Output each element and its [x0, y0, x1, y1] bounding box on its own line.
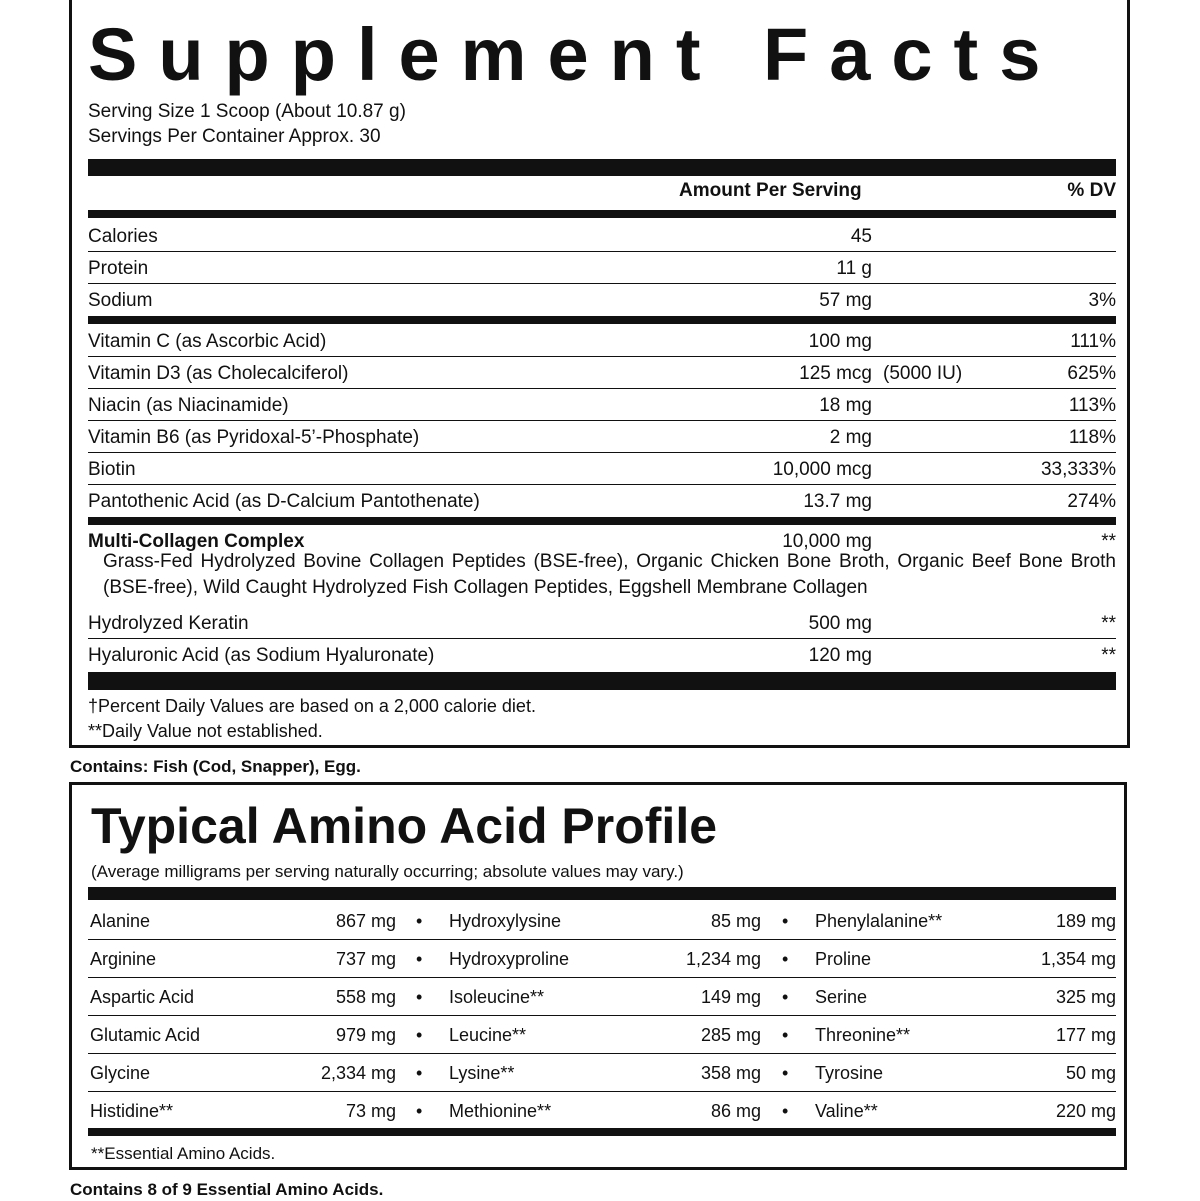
amino-acid-value: 85 mg [710, 911, 761, 931]
facts-row [88, 453, 1116, 485]
facts-row [88, 485, 1116, 517]
bullet-separator: • [782, 987, 789, 1007]
bullet-separator: • [416, 1101, 423, 1121]
amino-acid-value: 177 mg [1055, 1025, 1116, 1045]
nutrient-amount: 120 mg [808, 645, 872, 666]
bullet-separator: • [782, 1063, 789, 1083]
amino-acid-name: Glycine [90, 1063, 151, 1083]
amino-acid-value: 86 mg [710, 1101, 761, 1121]
header-percent-dv: % DV [1067, 180, 1116, 201]
header-divider-bar [88, 159, 1116, 176]
nutrient-amount: 57 mg [819, 290, 872, 311]
amino-acid-name: Isoleucine** [449, 987, 545, 1007]
amino-acid-name: Methionine** [449, 1101, 552, 1121]
amino-acid-name: Tyrosine [815, 1063, 884, 1083]
amino-acid-name: Threonine** [815, 1025, 911, 1045]
nutrient-name: Hyaluronic Acid (as Sodium Hyaluronate) [88, 645, 435, 666]
footnote-daily-values: †Percent Daily Values are based on a 2,000 calorie diet. [88, 696, 536, 716]
amino-acid-name: Arginine [90, 949, 157, 969]
bullet-separator: • [782, 1101, 789, 1121]
nutrient-dv: 113% [1068, 395, 1116, 416]
nutrient-dv: 33,333% [1040, 459, 1116, 480]
header-amount-per-serving: Amount Per Serving [679, 180, 862, 201]
header-bottom-bar [88, 210, 1116, 218]
nutrient-name: Sodium [88, 290, 153, 311]
amino-acid-name: Serine [815, 987, 868, 1007]
section-divider-bar [88, 517, 1116, 525]
facts-row [88, 252, 1116, 284]
nutrient-name: Pantothenic Acid (as D-Calcium Pantothenate) [88, 491, 480, 512]
amino-acid-value: 1,234 mg [685, 949, 761, 969]
nutrient-amount: 11 g [836, 258, 872, 279]
nutrient-amount: 2 mg [829, 427, 872, 448]
nutrient-dv: 118% [1068, 427, 1116, 448]
nutrient-dv: ** [1101, 531, 1116, 552]
amino-acid-value: 867 mg [335, 911, 396, 931]
nutrient-dv: ** [1101, 645, 1116, 666]
amino-acid-value: 325 mg [1055, 987, 1116, 1007]
amino-acid-name: Lysine** [449, 1063, 515, 1083]
nutrient-name: Protein [88, 258, 149, 279]
amino-acid-title: Typical Amino Acid Profile [91, 798, 718, 854]
nutrient-dv: 274% [1067, 491, 1116, 512]
amino-acid-name: Histidine** [90, 1101, 174, 1121]
nutrient-amount: 10,000 mcg [772, 459, 872, 480]
supplement-facts-panel [69, 0, 1130, 748]
nutrient-iu: (5000 IU) [883, 363, 963, 384]
nutrient-dv: 3% [1088, 290, 1116, 311]
bullet-separator: • [416, 1025, 423, 1045]
serving-size: Serving Size 1 Scoop (About 10.87 g) [88, 101, 406, 122]
nutrient-name: Vitamin C (as Ascorbic Acid) [88, 331, 327, 352]
nutrient-name: Multi-Collagen Complex [88, 531, 305, 552]
amino-acid-name: Hydroxylysine [449, 911, 562, 931]
nutrient-name: Hydrolyzed Keratin [88, 613, 249, 634]
amino-acid-value: 149 mg [700, 987, 761, 1007]
amino-acid-footnote: **Essential Amino Acids. [91, 1144, 276, 1163]
nutrient-name: Biotin [88, 459, 136, 480]
amino-acid-name: Aspartic Acid [90, 987, 195, 1007]
nutrient-name: Calories [88, 226, 158, 247]
collagen-ingredients: Grass-Fed Hydrolyzed Bovine Collagen Peptides (BSE-free), Organic Chicken Bone Broth, Organic Beef Bone Broth (BSE-free), Wild Caught Hydrolyzed Fish Collagen Peptides, Eggshell Membrane Collagen [103, 551, 1116, 598]
amino-acid-subtitle: (Average milligrams per serving naturally occurring; absolute values may vary.) [91, 862, 684, 881]
amino-acid-name: Phenylalanine** [815, 911, 943, 931]
amino-acid-name: Hydroxyproline [449, 949, 570, 969]
bullet-separator: • [416, 911, 423, 931]
amino-header-bar [88, 887, 1116, 900]
amino-acid-value: 558 mg [335, 987, 396, 1007]
amino-acid-value: 979 mg [335, 1025, 396, 1045]
footnote-not-established: **Daily Value not established. [88, 721, 323, 741]
nutrient-amount: 18 mg [819, 395, 872, 416]
facts-row [88, 421, 1116, 453]
nutrient-dv: 625% [1067, 363, 1116, 384]
amino-acid-row [88, 1016, 1116, 1054]
bullet-separator: • [782, 949, 789, 969]
nutrient-dv: ** [1101, 613, 1116, 634]
facts-row [88, 357, 1116, 389]
essential-amino-statement: Contains 8 of 9 Essential Amino Acids. [70, 1180, 384, 1199]
nutrient-name: Vitamin B6 (as Pyridoxal-5’-Phosphate) [88, 427, 420, 448]
facts-row [88, 607, 1116, 639]
bullet-separator: • [416, 949, 423, 969]
amino-acid-value: 220 mg [1055, 1101, 1116, 1121]
nutrient-amount: 100 mg [808, 331, 872, 352]
amino-acid-name: Leucine** [449, 1025, 527, 1045]
allergen-statement: Contains: Fish (Cod, Snapper), Egg. [70, 757, 361, 776]
amino-acid-name: Alanine [90, 911, 151, 931]
nutrient-amount: 125 mcg [799, 363, 872, 384]
amino-acid-value: 73 mg [345, 1101, 396, 1121]
amino-acid-row [88, 978, 1116, 1016]
amino-acid-value: 50 mg [1065, 1063, 1116, 1083]
amino-acid-row [88, 940, 1116, 978]
facts-row [88, 220, 1116, 252]
footer-divider-bar [88, 672, 1116, 690]
amino-acid-row [88, 1054, 1116, 1092]
amino-acid-name: Valine** [815, 1101, 878, 1121]
amino-footer-bar [88, 1128, 1116, 1136]
amino-acid-value: 1,354 mg [1040, 949, 1116, 969]
nutrient-dv: 111% [1070, 331, 1116, 352]
amino-acid-value: 358 mg [700, 1063, 761, 1083]
facts-row [88, 389, 1116, 421]
servings-per-container: Servings Per Container Approx. 30 [88, 126, 381, 147]
amino-acid-name: Proline [815, 949, 872, 969]
amino-acid-row [88, 1092, 1116, 1130]
section-divider-bar [88, 316, 1116, 324]
amino-acid-value: 2,334 mg [320, 1063, 396, 1083]
bullet-separator: • [416, 1063, 423, 1083]
facts-row [88, 325, 1116, 357]
nutrient-amount: 10,000 mg [782, 531, 872, 552]
amino-acid-panel [69, 782, 1127, 1170]
bullet-separator: • [416, 987, 423, 1007]
nutrient-name: Niacin (as Niacinamide) [88, 395, 289, 416]
nutrient-amount: 13.7 mg [803, 491, 872, 512]
amino-acid-value: 285 mg [700, 1025, 761, 1045]
facts-row [88, 639, 1116, 671]
supplement-facts-title: Supplement Facts [88, 13, 1062, 96]
amino-acid-name: Glutamic Acid [90, 1025, 201, 1045]
bullet-separator: • [782, 911, 789, 931]
bullet-separator: • [782, 1025, 789, 1045]
amino-acid-row [88, 902, 1116, 940]
facts-row [88, 284, 1116, 316]
nutrient-amount: 500 mg [808, 613, 872, 634]
nutrient-amount: 45 [850, 226, 872, 247]
amino-acid-value: 189 mg [1055, 911, 1116, 931]
nutrient-name: Vitamin D3 (as Cholecalciferol) [88, 363, 349, 384]
amino-acid-value: 737 mg [335, 949, 396, 969]
